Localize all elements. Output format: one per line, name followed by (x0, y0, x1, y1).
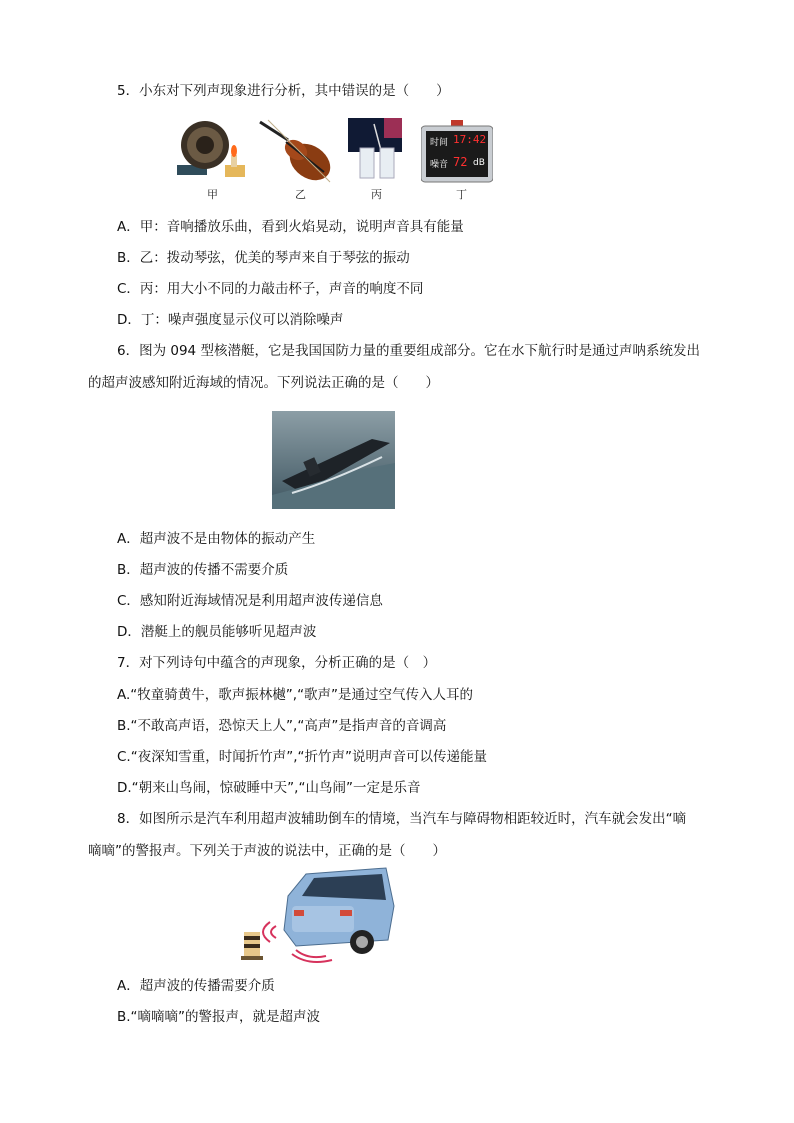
q5-option-c: C．丙：用大小不同的力敲击杯子，声音的响度不同 (117, 281, 424, 297)
violin-image (258, 118, 336, 186)
display-time-value: 17:42 (453, 133, 487, 146)
q6-option-c: C．感知附近海域情况是利用超声波传递信息 (117, 593, 383, 609)
display-noise-value: 72 (453, 155, 468, 169)
q6-option-d: D．潜艇上的舰员能够听见超声波 (117, 624, 317, 640)
q6-option-a: A．超声波不是由物体的振动产生 (117, 531, 316, 547)
caption-ding: 丁 (456, 188, 467, 201)
car-reversing-image (236, 866, 396, 966)
q5-stem: 5．小东对下列声现象进行分析，其中错误的是（ ） (117, 83, 450, 99)
q8-option-a: A．超声波的传播需要介质 (117, 978, 275, 994)
speaker-candle-image (175, 115, 247, 183)
caption-jia: 甲 (207, 188, 218, 201)
q7-option-c: C.“夜深知雪重，时闻折竹声”,“折竹声”说明声音可以传递能量 (117, 749, 487, 765)
q5-option-b: B．乙：拨动琴弦，优美的琴声来自于琴弦的振动 (117, 250, 410, 266)
q6-option-b: B．超声波的传播不需要介质 (117, 562, 289, 578)
q6-stem-line1: 6．图为 094 型核潜艇，它是我国国防力量的重要组成部分。它在水下航行时是通过声呐系统发出 (117, 343, 700, 359)
q7-stem: 7．对下列诗句中蕴含的声现象，分析正确的是（ ） (117, 655, 437, 671)
q8-stem-line1: 8．如图所示是汽车利用超声波辅助倒车的情境，当汽车与障碍物相距较近时，汽车就会发出“嘀 (117, 811, 687, 827)
q7-option-a: A.“牧童骑黄牛，歌声振林樾”,“歌声”是通过空气传入人耳的 (117, 687, 474, 703)
submarine-image (272, 411, 395, 509)
q5-option-d: D．丁：噪声强度显示仪可以消除噪声 (117, 312, 344, 328)
glasses-image (348, 118, 402, 182)
q8-option-b: B.“嘀嘀嘀”的警报声，就是超声波 (117, 1009, 321, 1025)
q6-stem-line2: 的超声波感知附近海域的情况。下列说法正确的是（ ） (88, 375, 439, 391)
noise-display-image (421, 120, 493, 184)
caption-bing: 丙 (371, 188, 382, 201)
caption-yi: 乙 (295, 188, 306, 201)
q7-option-d: D.“朝来山鸟闹，惊破睡中天”,“山鸟闹”一定是乐音 (117, 780, 421, 796)
display-noise-label: 噪音 (430, 160, 449, 170)
display-time-label: 时间 (430, 138, 449, 148)
q5-option-a: A．甲：音响播放乐曲，看到火焰晃动，说明声音具有能量 (117, 219, 464, 235)
q7-option-b: B.“不敢高声语，恐惊天上人”,“高声”是指声音的音调高 (117, 718, 447, 734)
q8-stem-line2: 嘀嘀”的警报声。下列关于声波的说法中，正确的是（ ） (88, 843, 446, 859)
display-noise-unit: dB (473, 158, 485, 168)
